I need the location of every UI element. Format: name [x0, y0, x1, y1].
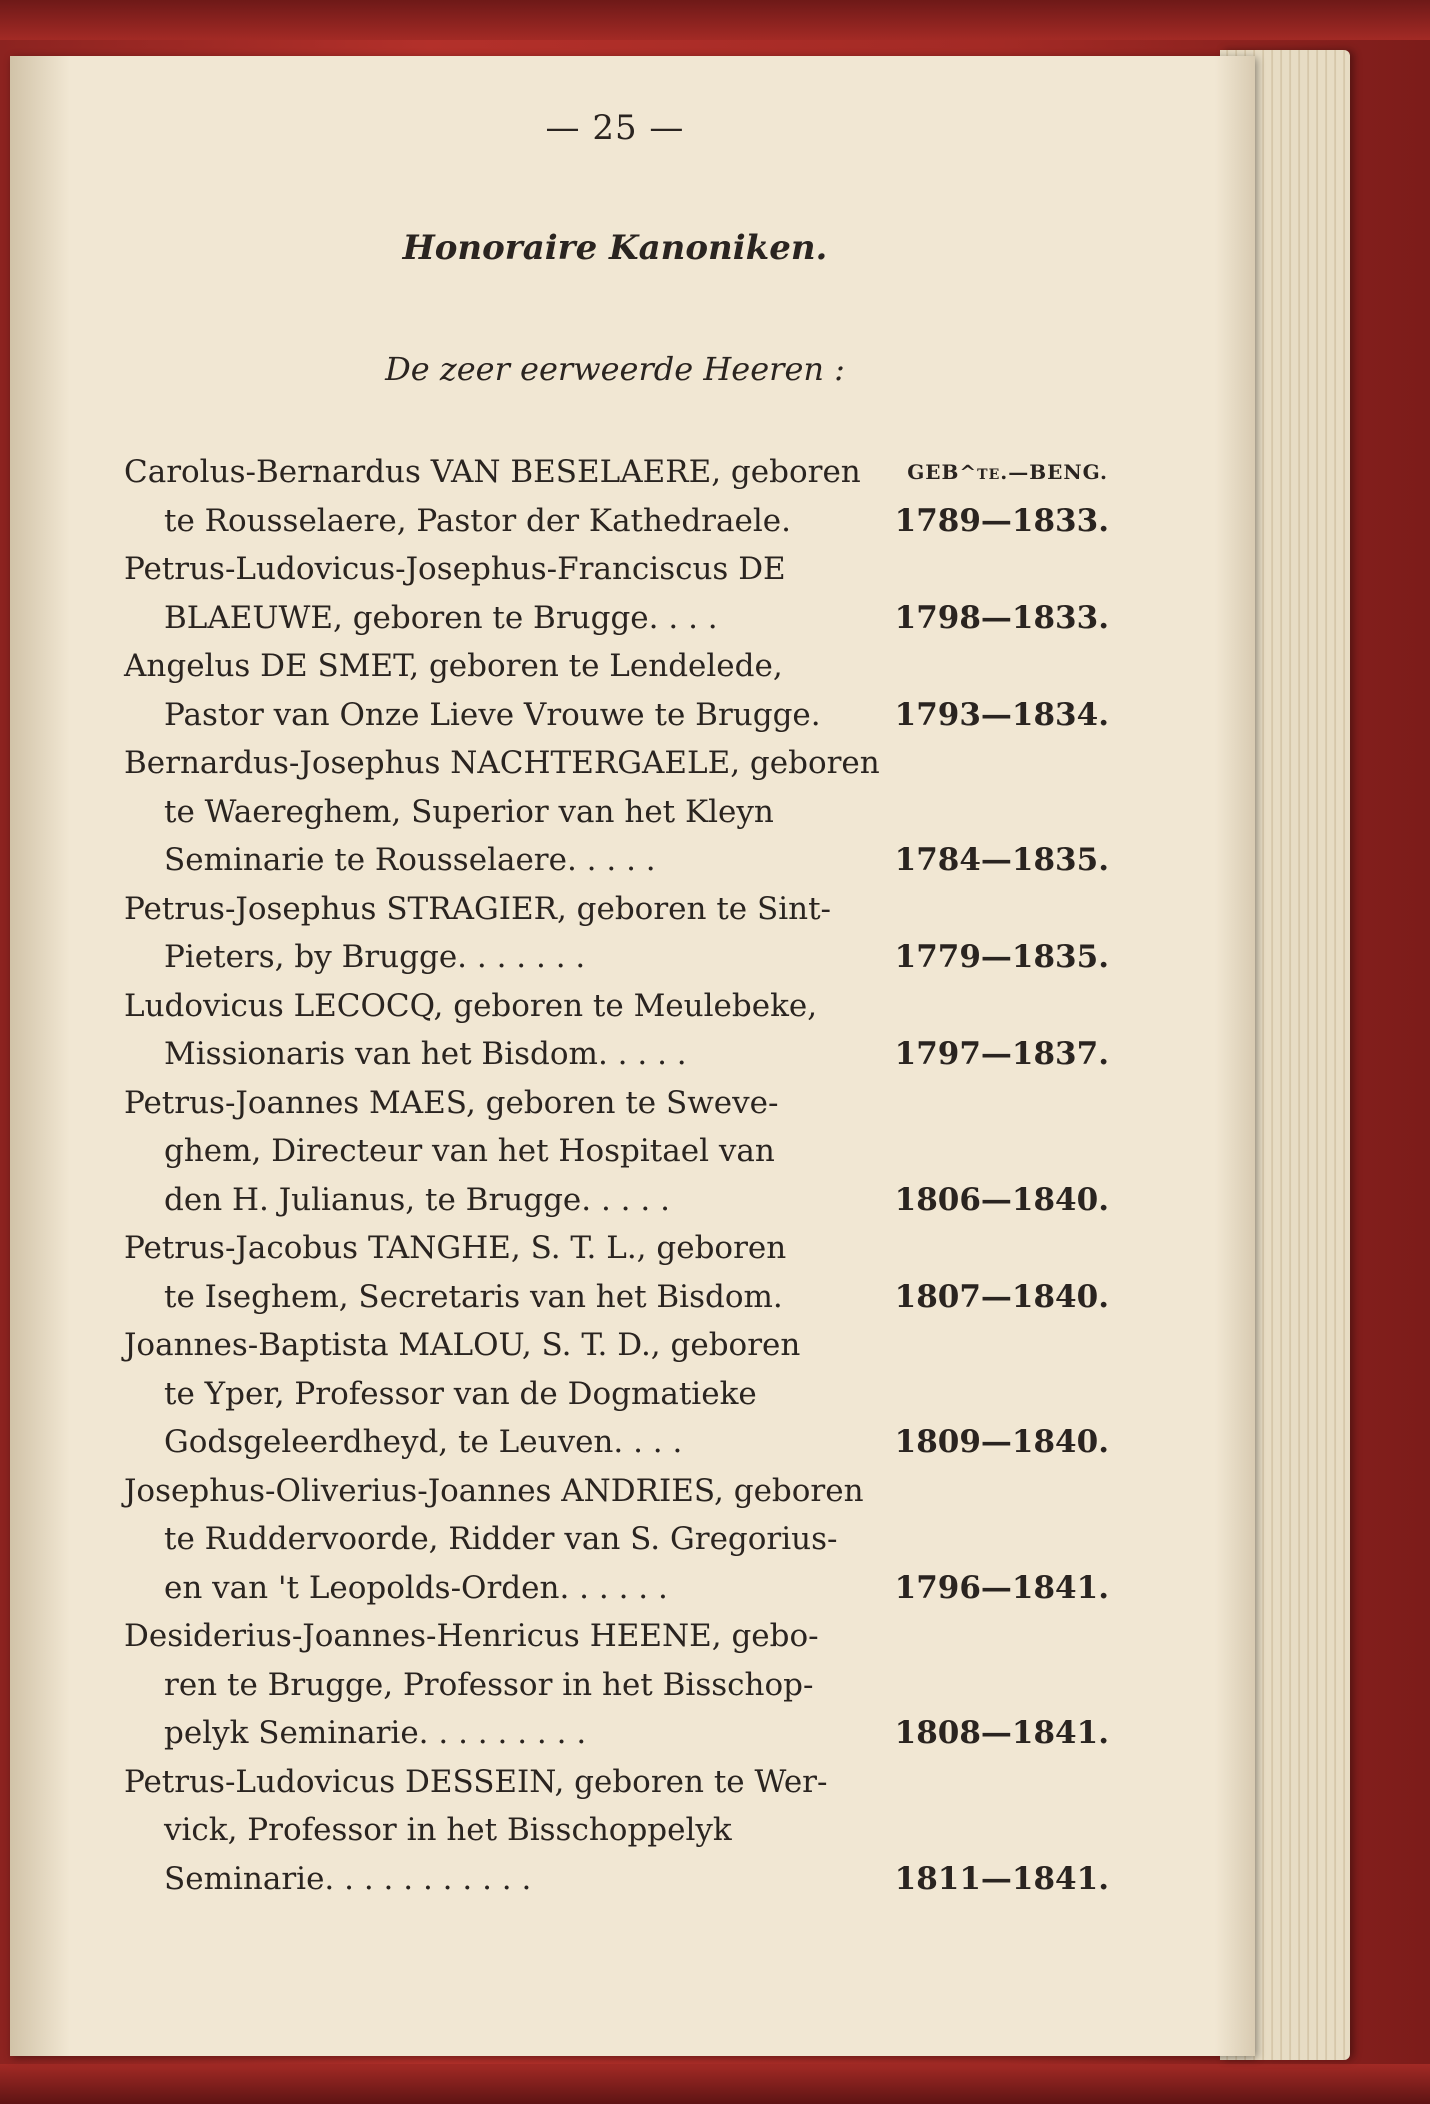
- list-line: [124, 1806, 1109, 1855]
- line-text: Petrus-Ludovicus-Josephus-Franciscus DE: [124, 551, 786, 587]
- line-text: te Waereghem, Superior van het Kleyn: [164, 793, 774, 830]
- column-header-birth-appointment: GEB^te.—BENG.: [907, 460, 1108, 484]
- list-line: [124, 1321, 1109, 1370]
- line-years: 1807—1840.: [894, 1278, 1109, 1315]
- list-line: [124, 1467, 1109, 1516]
- line-years: 1808—1841.: [894, 1715, 1109, 1751]
- line-years: 1806—1840.: [894, 1181, 1109, 1218]
- line-text: en van 't Leopolds-Orden. . . . . .: [164, 1569, 668, 1606]
- line-text: ghem, Directeur van het Hospitael van: [164, 1133, 775, 1169]
- line-years: 1797—1837.: [894, 1036, 1109, 1072]
- list-line: [124, 642, 1109, 691]
- line-text: Carolus-Bernardus VAN BESELAERE, geboren: [124, 454, 861, 490]
- list-line: [124, 1515, 1109, 1564]
- line-text: te Yper, Professor van de Dogmatieke: [164, 1375, 757, 1412]
- list-line: [124, 1224, 1109, 1273]
- line-text: Petrus-Joannes MAES, geboren te Sweve-: [124, 1084, 779, 1121]
- line-years: 1784—1835.: [894, 842, 1109, 878]
- list-line: [124, 1273, 1109, 1322]
- list-line: [124, 1418, 1109, 1467]
- list-line: [124, 545, 1109, 594]
- list-line: [124, 691, 1109, 740]
- line-years: 1809—1840.: [894, 1424, 1109, 1460]
- line-text: Pastor van Onze Lieve Vrouwe te Brugge.: [164, 696, 821, 733]
- list-line: [124, 1030, 1109, 1079]
- list-line: [124, 1612, 1109, 1661]
- list-line: [124, 1176, 1109, 1225]
- line-text: Petrus-Ludovicus DESSEIN, geboren te Wer-: [124, 1763, 828, 1800]
- list-line: [124, 933, 1109, 982]
- line-text: te Rousselaere, Pastor der Kathedraele.: [164, 502, 791, 539]
- list-line: [124, 497, 1109, 546]
- list-line: [124, 1855, 1109, 1904]
- line-text: Petrus-Jacobus TANGHE, S. T. L., geboren: [124, 1230, 787, 1266]
- list-line: [124, 739, 1109, 788]
- line-text: Bernardus-Josephus NACHTERGAELE, geboren: [124, 745, 880, 781]
- line-text: Seminarie. . . . . . . . . . .: [164, 1860, 532, 1897]
- canon-list: [124, 448, 1109, 1903]
- line-text: Seminarie te Rousselaere. . . . .: [164, 842, 656, 878]
- line-text: BLAEUWE, geboren te Brugge. . . .: [164, 599, 718, 636]
- line-text: Missionaris van het Bisdom. . . . .: [164, 1036, 687, 1072]
- list-line: [124, 1709, 1109, 1758]
- list-line: [124, 1370, 1109, 1419]
- list-line: [124, 885, 1109, 934]
- page-number: — 25 —: [545, 108, 685, 148]
- list-line: [124, 982, 1109, 1031]
- line-text: Pieters, by Brugge. . . . . . .: [164, 939, 586, 975]
- line-text: Joannes-Baptista MALOU, S. T. D., geboren: [124, 1327, 801, 1363]
- list-line: [124, 1079, 1109, 1128]
- subtitle: De zeer eerweerde Heeren :: [385, 350, 845, 388]
- line-text: Desiderius-Joannes-Henricus HEENE, gebo-: [124, 1618, 819, 1654]
- line-years: 1796—1841.: [894, 1569, 1109, 1606]
- line-years: 1789—1833.: [894, 502, 1109, 539]
- list-line: [124, 836, 1109, 885]
- line-years: 1779—1835.: [894, 939, 1109, 975]
- line-text: ren te Brugge, Professor in het Bisschop-: [164, 1666, 814, 1703]
- line-text: Petrus-Josephus STRAGIER, geboren te Sint-: [124, 890, 832, 927]
- line-years: 1798—1833.: [894, 599, 1109, 636]
- line-years: 1811—1841.: [894, 1860, 1109, 1897]
- section-title: Honoraire Kanoniken.: [402, 228, 828, 268]
- list-line: [124, 1661, 1109, 1710]
- line-text: Josephus-Oliverius-Joannes ANDRIES, geboren: [124, 1472, 864, 1509]
- list-line: [124, 1758, 1109, 1807]
- line-text: te Iseghem, Secretaris van het Bisdom.: [164, 1278, 783, 1315]
- line-text: vick, Professor in het Bisschoppelyk: [164, 1812, 732, 1848]
- line-text: Angelus DE SMET, geboren te Lendelede,: [124, 648, 783, 684]
- list-line: [124, 788, 1109, 837]
- list-line: [124, 594, 1109, 643]
- line-text: den H. Julianus, te Brugge. . . . .: [164, 1181, 670, 1218]
- line-text: Godsgeleerdheyd, te Leuven. . . .: [164, 1424, 683, 1460]
- line-years: 1793—1834.: [894, 696, 1109, 733]
- line-text: pelyk Seminarie. . . . . . . . .: [164, 1715, 587, 1751]
- list-line: [124, 448, 1109, 497]
- line-text: te Ruddervoorde, Ridder van S. Gregorius-: [164, 1521, 838, 1557]
- list-line: [124, 1127, 1109, 1176]
- line-text: Ludovicus LECOCQ, geboren te Meulebeke,: [124, 987, 818, 1024]
- list-line: [124, 1564, 1109, 1613]
